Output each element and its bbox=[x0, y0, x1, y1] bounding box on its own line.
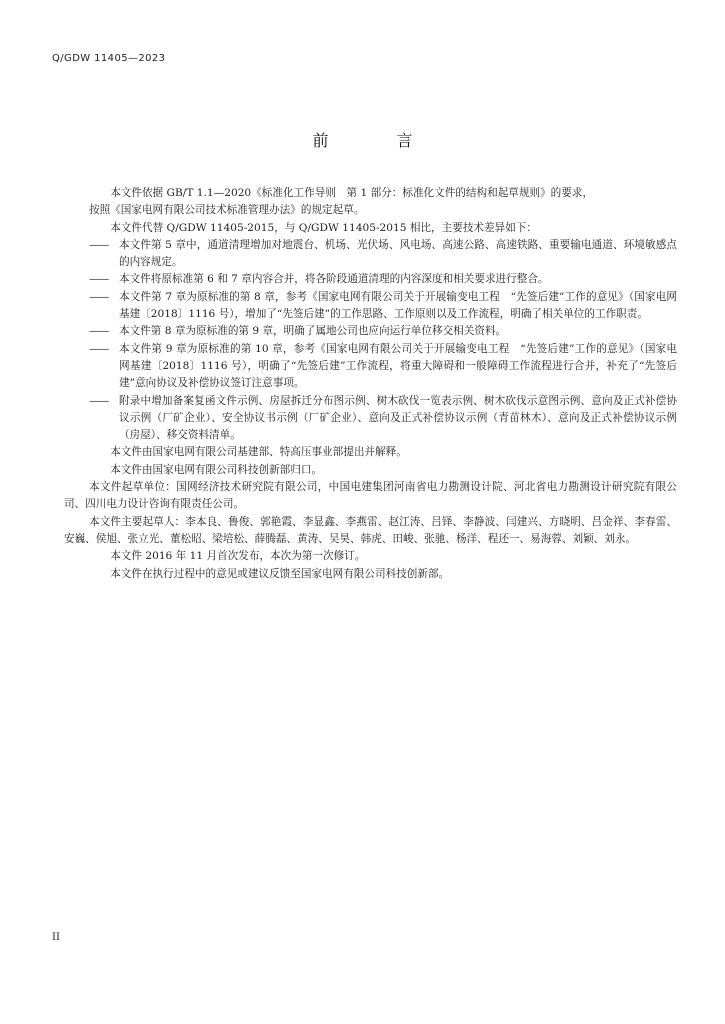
change-item bbox=[89, 271, 677, 288]
history-statement: 本文件 2016 年 11 月首次发布，本次为第一次修订。 bbox=[110, 550, 366, 563]
dash-marker: —— bbox=[89, 342, 109, 355]
feedback-statement: 本文件在执行过程中的意见或建议反馈至国家电网有限公司科技创新部。 bbox=[110, 567, 450, 580]
intro-paragraph-continued bbox=[89, 202, 677, 219]
dash-marker: —— bbox=[89, 290, 109, 303]
change-item bbox=[89, 341, 677, 393]
change-item bbox=[89, 237, 677, 272]
dash-marker: —— bbox=[89, 325, 109, 338]
foreword-body bbox=[64, 185, 677, 583]
change-text: 本文件第 8 章为原标准的第 9 章，明确了属地公司也应向运行单位移交相关资料。 bbox=[119, 325, 507, 338]
drafters-statement: 本文件主要起草人：李本良、鲁俊、郭艳霞、李显鑫、李燕雷、赵江涛、吕铎、李静波、闫建兴、方晓明、吕金祥、李春雷、安巍、侯旭、张立光、董松昭、梁培松、薛腾磊、黄涛、吴昊、韩虎、田峻、张驰、杨洋、程还一、易海蓉、刘颖、刘永。 bbox=[64, 515, 677, 545]
change-text: 本文件第 5 章中，通道清理增加对地震台、机场、光伏场、风电场、高速公路、高速铁路、重要输电通道、环境敏感点的内容规定。 bbox=[119, 238, 677, 269]
page-number: II bbox=[52, 932, 60, 943]
change-text: 附录中增加备案复函文件示例、房屋拆迁分布图示例、树木砍伐一览表示例、树木砍伐示意图示例、意向及正式补偿协议示例（厂矿企业）、安全协议书示例（厂矿企业）、意向及正式补偿协议示例（青苗林木）、意向及正式补偿协议示例（房屋）、移交资料清单。 bbox=[119, 394, 677, 442]
change-item bbox=[89, 323, 677, 340]
document-code: Q/GDW 11405—2023 bbox=[52, 53, 166, 64]
change-text: 本文件第 7 章为原标准的第 8 章，参考《国家电网有限公司关于开展输变电工程 “先签后建”工作的意见》（国家电网基建〔2018〕1116 号），增加了“先签后建”的工作思路、工作原则以及工作流程，明确了相关单位的工作职责。 bbox=[119, 290, 677, 321]
intro-line-1: 本文件依据 GB/T 1.1—2020《标准化工作导则 第 1 部分：标准化文件的结构和起草规则》的要求， bbox=[110, 187, 594, 199]
proposed-by-statement: 本文件由国家电网有限公司基建部、特高压事业部提出并解释。 bbox=[110, 446, 407, 459]
managed-by-statement: 本文件由国家电网有限公司科技创新部归口。 bbox=[110, 463, 323, 476]
dash-marker: —— bbox=[89, 238, 109, 251]
change-item bbox=[89, 289, 677, 324]
intro-paragraph bbox=[89, 185, 677, 202]
page-title: 前 言 bbox=[312, 131, 439, 150]
dash-marker: —— bbox=[89, 273, 109, 286]
drafting-units-statement: 本文件起草单位：国网经济技术研究院有限公司，中国电建集团河南省电力勘测设计院、河北省电力勘测设计研究院有限公司、四川电力设计咨询有限责任公司。 bbox=[64, 481, 677, 511]
change-text: 本文件第 9 章为原标准的第 10 章，参考《国家电网有限公司关于开展输变电工程 “先签后建”工作的意见》（国家电网基建〔2018〕1116 号），明确了“先签后建”工作流程，将重大障碍和一般障碍工作流程进行合并，补充了“先签后建”意向协议及补偿协议签订注意事项。 bbox=[119, 342, 677, 390]
replaces-statement: 本文件代替 Q/GDW 11405-2015，与 Q/GDW 11405-2015 相比，主要技术差异如下： bbox=[110, 221, 537, 234]
dash-marker: —— bbox=[89, 394, 109, 407]
change-text: 本文件将原标准第 6 和 7 章内容合并，将各阶段通道清理的内容深度和相关要求进行整合。 bbox=[119, 273, 549, 286]
change-item bbox=[89, 393, 677, 445]
intro-line-2: 按照《国家电网有限公司技术标准管理办法》的规定起草。 bbox=[89, 204, 365, 217]
